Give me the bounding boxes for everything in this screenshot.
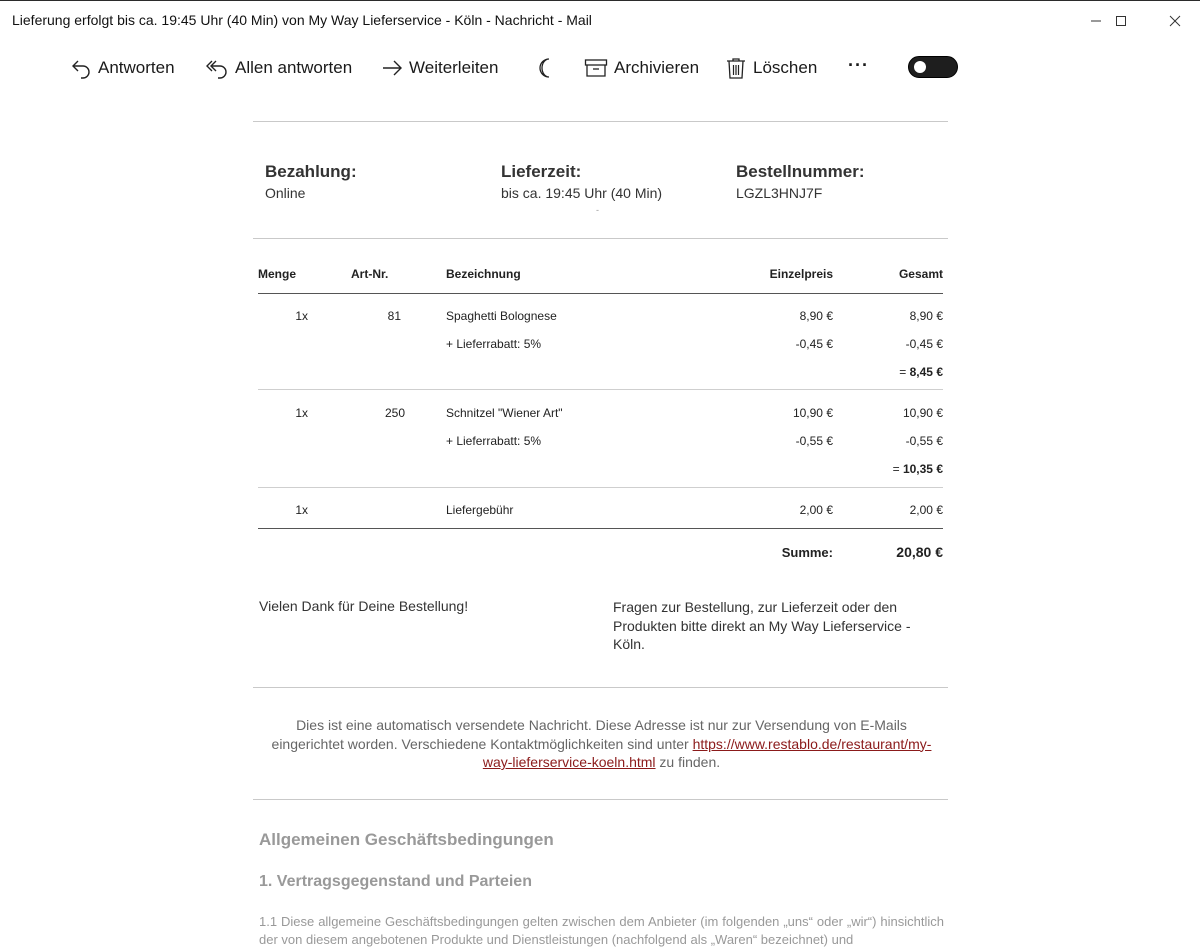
archive-button[interactable]: [584, 54, 699, 82]
item-discount-desc: + Lieferrabatt: 5%: [446, 434, 542, 448]
fee-qty: 1x: [295, 503, 308, 517]
col-header-desc: Bezeichnung: [446, 267, 521, 281]
item-subtotal: = 10,35 €: [892, 462, 943, 476]
divider: [253, 799, 948, 800]
item-art: 250: [384, 406, 405, 420]
item-discount-unit: -0,45 €: [795, 337, 833, 351]
questions-text: Fragen zur Bestellung, zur Lieferzeit oder den Produkten bitte direkt an My Way Lieferservice - Köln.: [613, 599, 911, 652]
item-discount-total: -0,55 €: [905, 434, 943, 448]
delete-label: Löschen: [753, 58, 818, 77]
col-header-art: Art-Nr.: [351, 267, 389, 281]
fee-total: 2,00 €: [909, 503, 943, 517]
forward-arrow-icon: [381, 57, 403, 79]
item-discount-desc: + Lieferrabatt: 5%: [446, 337, 542, 351]
table-header-line: [258, 293, 943, 294]
fee-unit-price: 2,00 €: [799, 503, 833, 517]
forward-label: Weiterleiten: [409, 58, 499, 77]
fee-desc: Liefergebühr: [446, 503, 514, 517]
dark-mode-button[interactable]: [535, 54, 563, 82]
thanks-text: Vielen Dank für Deine Bestellung!: [259, 598, 469, 614]
maximize-button[interactable]: [1094, 1, 1148, 41]
item-subtotal: = 8,45 €: [899, 365, 943, 379]
restaurant-link[interactable]: https://www.restablo.de/restaurant/my-way-lieferservice-koeln.html: [482, 735, 932, 770]
row-divider: [258, 487, 943, 488]
close-icon: [1169, 15, 1181, 27]
item-total: 10,90 €: [902, 406, 943, 420]
payment-value: Online: [265, 185, 306, 201]
terms-title: Allgemeinen Geschäftsbedingungen: [259, 830, 554, 849]
col-header-total: Gesamt: [898, 267, 943, 281]
payment-label: Bezahlung:: [265, 162, 357, 181]
item-qty: 1x: [295, 406, 308, 420]
delivery-time-note: -: [596, 205, 599, 215]
item-unit-price: 10,90 €: [792, 406, 833, 420]
row-divider: [258, 389, 943, 390]
reply-button[interactable]: [70, 54, 175, 82]
item-desc: Schnitzel "Wiener Art": [446, 406, 563, 420]
item-discount-total: -0,45 €: [905, 337, 943, 351]
order-number-label: Bestellnummer:: [736, 162, 865, 181]
maximize-icon: [1115, 15, 1127, 27]
archive-box-icon: [584, 57, 608, 79]
item-art: 81: [387, 309, 401, 323]
item-qty: 1x: [295, 309, 308, 323]
sum-value: 20,80 €: [896, 544, 943, 560]
reply-all-label: Allen antworten: [235, 58, 353, 77]
automatic-message-notice: Dies ist eine automatisch versendete Nachricht. Diese Adresse ist nur zur Versendung von E-Mails eingerichtet worden. Verschiedene Kontaktmöglichkeiten sind unter https://www.restablo.de/restaurant/my-way-lieferservice-koeln.html zu finden.: [271, 717, 932, 770]
col-header-qty: Menge: [258, 267, 297, 281]
close-button[interactable]: [1148, 1, 1202, 41]
message-toolbar: [0, 48, 1200, 88]
terms-section-title: 1. Vertragsgegenstand und Parteien: [259, 873, 532, 890]
trash-icon: [725, 57, 747, 79]
theme-toggle[interactable]: [908, 56, 958, 78]
item-unit-price: 8,90 €: [799, 309, 833, 323]
divider: [253, 687, 948, 688]
more-options-button[interactable]: ···: [848, 54, 869, 75]
title-bar: [0, 0, 1200, 40]
archive-label: Archivieren: [614, 58, 700, 77]
item-desc: Spaghetti Bolognese: [446, 309, 557, 323]
reply-label: Antworten: [98, 58, 175, 77]
toggle-knob: [914, 61, 926, 73]
delivery-time-value: bis ca. 19:45 Uhr (40 Min): [501, 185, 663, 201]
moon-icon: [535, 57, 557, 79]
delivery-time-label: Lieferzeit:: [501, 162, 582, 181]
reply-icon: [70, 57, 92, 79]
window-title: Lieferung erfolgt bis ca. 19:45 Uhr (40 Min) von My Way Lieferservice - Köln - Nachricht - Mail: [12, 12, 592, 28]
col-header-unit: Einzelpreis: [769, 267, 833, 281]
reply-all-button[interactable]: [205, 54, 352, 82]
forward-button[interactable]: [381, 54, 498, 82]
terms-section-text: 1.1 Diese allgemeine Geschäftsbedingungen gelten zwischen dem Anbieter (im folgenden „uns“ oder „wir“) hinsichtlich der von diesem angebotenen Produkte und Dienstleistungen (nachfolgend als „Waren“ bezeichnet) und: [259, 914, 944, 947]
divider: [253, 238, 948, 239]
reply-all-icon: [205, 57, 229, 79]
sum-divider: [258, 528, 943, 529]
divider: [253, 121, 948, 122]
order-number-value: LGZL3HNJ7F: [736, 185, 823, 201]
item-total: 8,90 €: [909, 309, 943, 323]
sum-label: Summe:: [781, 545, 833, 560]
delete-button[interactable]: [725, 54, 817, 82]
item-discount-unit: -0,55 €: [795, 434, 833, 448]
